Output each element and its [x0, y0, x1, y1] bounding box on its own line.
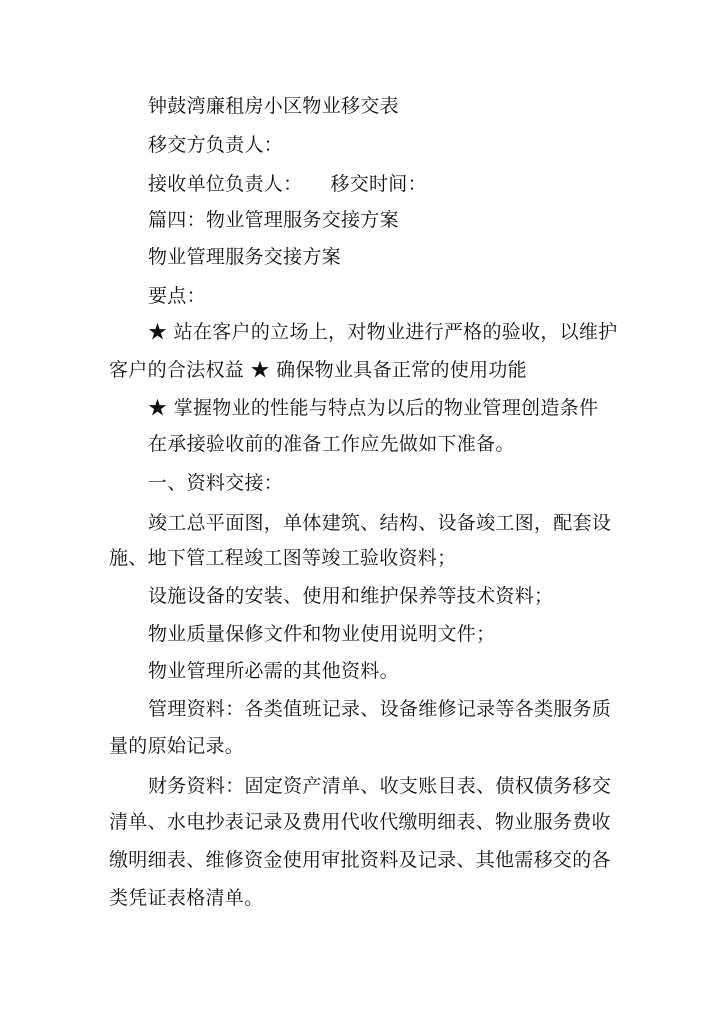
key-point-paragraph: 客户的合法权益 ★ 确保物业具备正常的使用功能	[109, 359, 527, 381]
body-paragraph: 财务资料：固定资产清单、收支账目表、债权债务移交	[148, 775, 612, 797]
body-paragraph: 类凭证表格清单。	[109, 887, 264, 909]
handover-time-label: 移交时间：	[330, 173, 427, 195]
receiver-label: 接收单位负责人：	[148, 173, 303, 195]
body-paragraph: 管理资料：各类值班记录、设备维修记录等各类服务质	[148, 698, 612, 720]
form-title: 钟鼓湾廉租房小区物业移交表	[148, 95, 399, 117]
body-paragraph: 量的原始记录。	[109, 735, 245, 757]
body-paragraph: 在承接验收前的准备工作应先做如下准备。	[148, 433, 515, 455]
key-point-paragraph: ★ 站在客户的立场上，对物业进行严格的验收，以维护	[148, 321, 618, 343]
body-paragraph: 缴明细表、维修资金使用审批资料及记录、其他需移交的各	[109, 849, 611, 871]
subsection-heading: 一、资料交接：	[148, 472, 284, 494]
handover-party-label: 移交方负责人：	[148, 134, 284, 156]
receiver-line	[0, 170, 720, 198]
body-paragraph: 设施设备的安装、使用和维护保养等技术资料；	[148, 585, 554, 607]
body-paragraph: 竣工总平面图，单体建筑、结构、设备竣工图，配套设	[148, 512, 612, 534]
body-paragraph: 施、地下管工程竣工图等竣工验收资料；	[109, 547, 457, 569]
section-heading: 篇四：物业管理服务交接方案	[148, 209, 399, 231]
key-point-paragraph: ★ 掌握物业的性能与特点为以后的物业管理创造条件	[148, 397, 599, 419]
body-paragraph: 清单、水电抄表记录及费用代收代缴明细表、物业服务费收	[109, 811, 611, 833]
plan-title: 物业管理服务交接方案	[148, 246, 342, 268]
body-paragraph: 物业管理所必需的其他资料。	[148, 660, 399, 682]
body-paragraph: 物业质量保修文件和物业使用说明文件；	[148, 623, 496, 645]
key-points-label: 要点：	[148, 285, 206, 307]
